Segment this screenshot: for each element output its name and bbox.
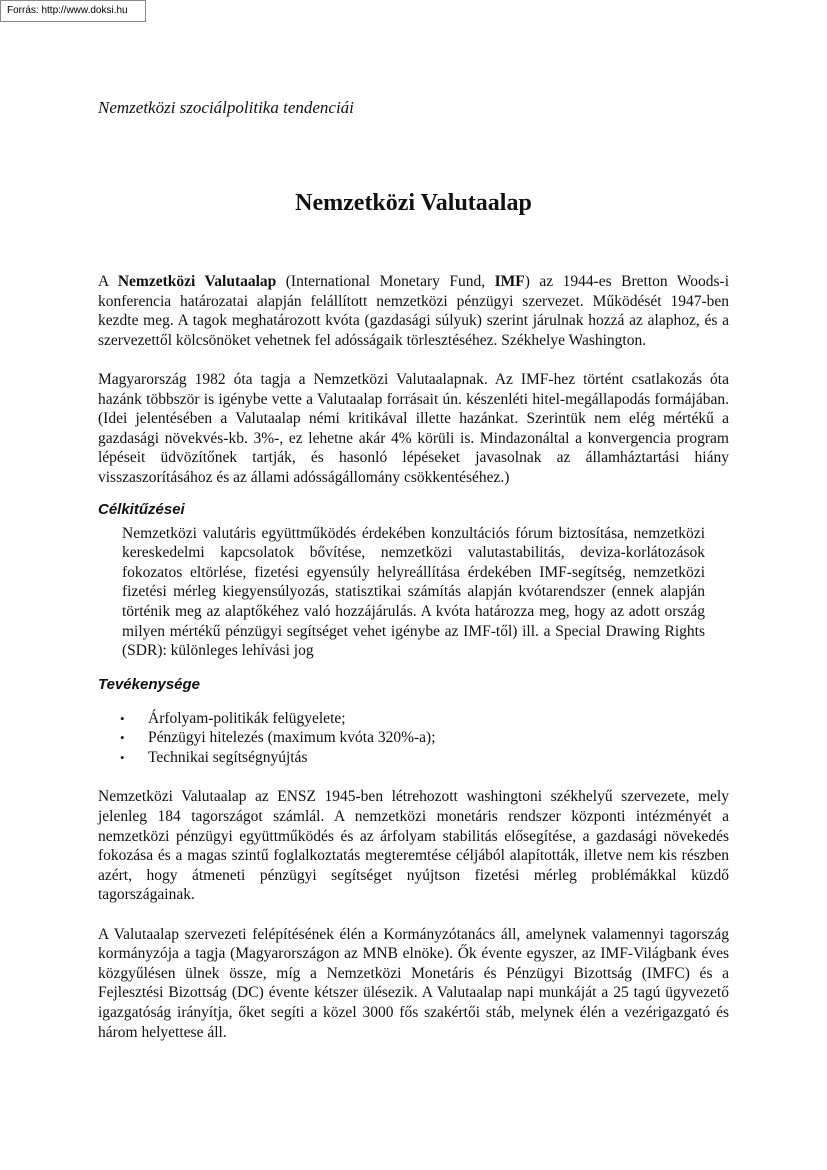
imf-paragraph: Nemzetközi Valutaalap az ENSZ 1945-ben létrehozott washingtoni székhelyű szervezete, mely jelenleg 184 tagországot számlál. A nemzetközi monetáris rendszer központi intézményét a nemzetközi pénzügyi együttműködés és az árfolyam stabilitás elősegítése, a gazdasági növekedés fokozása és a magas szintű foglalkoztatás megteremtése céljából alapították, illetve nem kis részben azért, hogy átmeneti pénzügyi segítséget nyújtson fizetési mérleg problémákkal küzdő tagországainak. bbox=[98, 788, 729, 904]
bullet-icon: • bbox=[120, 730, 125, 746]
intro-bold-abbrev: IMF bbox=[494, 273, 525, 290]
source-stamp: Forrás: http://www.doksi.hu bbox=[0, 0, 146, 22]
goals-heading: Célkitűzései bbox=[98, 500, 185, 518]
bullet-icon: • bbox=[120, 710, 125, 726]
list-item-text: Pénzügyi hitelezés (maximum kvóta 320%-a); bbox=[148, 729, 436, 747]
document-body bbox=[98, 272, 729, 1042]
bullet-icon: • bbox=[120, 749, 125, 765]
list-item-text: Árfolyam-politikák felügyelete; bbox=[148, 709, 346, 727]
intro-bold-name: Nemzetközi Valutaalap bbox=[117, 273, 277, 290]
goals-paragraph: Nemzetközi valutáris együttműködés érdekében konzultációs fórum biztosítása, nemzetközi kereskedelmi kapcsolatok bővítése, nemzetközi valutastabilitás, deviza-korlátozások fokozatos eltörlése, fizetési egyensúly helyreállítása érdekében IMF-segítség, nemzetközi fizetési mérleg kiegyensúlyozás, statisztikai számítás alapján kvótarendszer (ennek alapján történik meg az alaptőkéhez való hozzájárulás. A kvóta határozza meg, hogy az adott ország milyen mértékű pénzügyi segítséget vehet igénybe az IMF-től) ill. a Special Drawing Rights (SDR): különleges lehívási jog bbox=[122, 524, 705, 660]
intro-text-end: ) az 1944-es Bretton Woods-i konferencia határozatai alapján felállított nemzetközi pénzügyi szervezet. Működését 1947-ben kezdte meg. A tagok meghatározott kvóta (gazdasági súlyuk) szerint járulnak hozzá az alaphoz, és a szervezettől kölcsönöket vehetnek fel adósságaik törlesztéséhez. Székhelye Washington. bbox=[98, 273, 729, 349]
page-title: Nemzetközi Valutaalap bbox=[295, 190, 532, 216]
intro-text-middle: (International Monetary Fund, bbox=[276, 273, 495, 290]
list-item bbox=[98, 748, 729, 768]
intro-paragraph bbox=[98, 272, 729, 350]
activities-list bbox=[98, 709, 729, 768]
intro-text-start: A bbox=[98, 273, 118, 290]
list-item-text: Technikai segítségnyújtás bbox=[148, 748, 308, 766]
list-item bbox=[98, 728, 729, 748]
membership-paragraph: Magyarország 1982 óta tagja a Nemzetközi Valutaalapnak. Az IMF-hez történt csatlakozás óta hazánk többször is igénybe vette a Valutaalap forrásait ún. készenléti hitel-megállapodás formájában. (Idei jelentésében a Valutaalap némi kritikával illette hazánkat. Szerintük nem elég mértékű a gazdasági növekvés-kb. 3%-, ez lehetne akár 4% körüli is. Mindazonáltal a konvergencia program lépéseit üdvözítőnek tartják, és hasonló lépéseket javasolnak az államháztartási hiány visszaszorításához és az állami adósságállomány csökkentéséhez.) bbox=[98, 370, 729, 486]
running-header: Nemzetközi szociálpolitika tendenciái bbox=[98, 98, 354, 117]
structure-paragraph: A Valutaalap szervezeti felépítésének élén a Kormányzótanács áll, amelynek valamennyi tagország kormányzója a tagja (Magyarországon az MNB elnöke). Ők évente egyszer, az IMF-Világbank éves közgyűlésen ülnek össze, míg a Nemzetközi Monetáris és Pénzügyi Bizottság (IMFC) és a Fejlesztési Bizottság (DC) évente kétszer ülésezik. A Valutaalap napi munkáját a 25 tagú ügyvezető igazgatóság irányítja, őket segíti a közel 3000 fős szakértői stáb, melynek élén a vezérigazgató és három helyettese áll. bbox=[98, 925, 729, 1041]
activities-heading: Tevékenysége bbox=[98, 675, 201, 693]
list-item bbox=[98, 709, 729, 729]
